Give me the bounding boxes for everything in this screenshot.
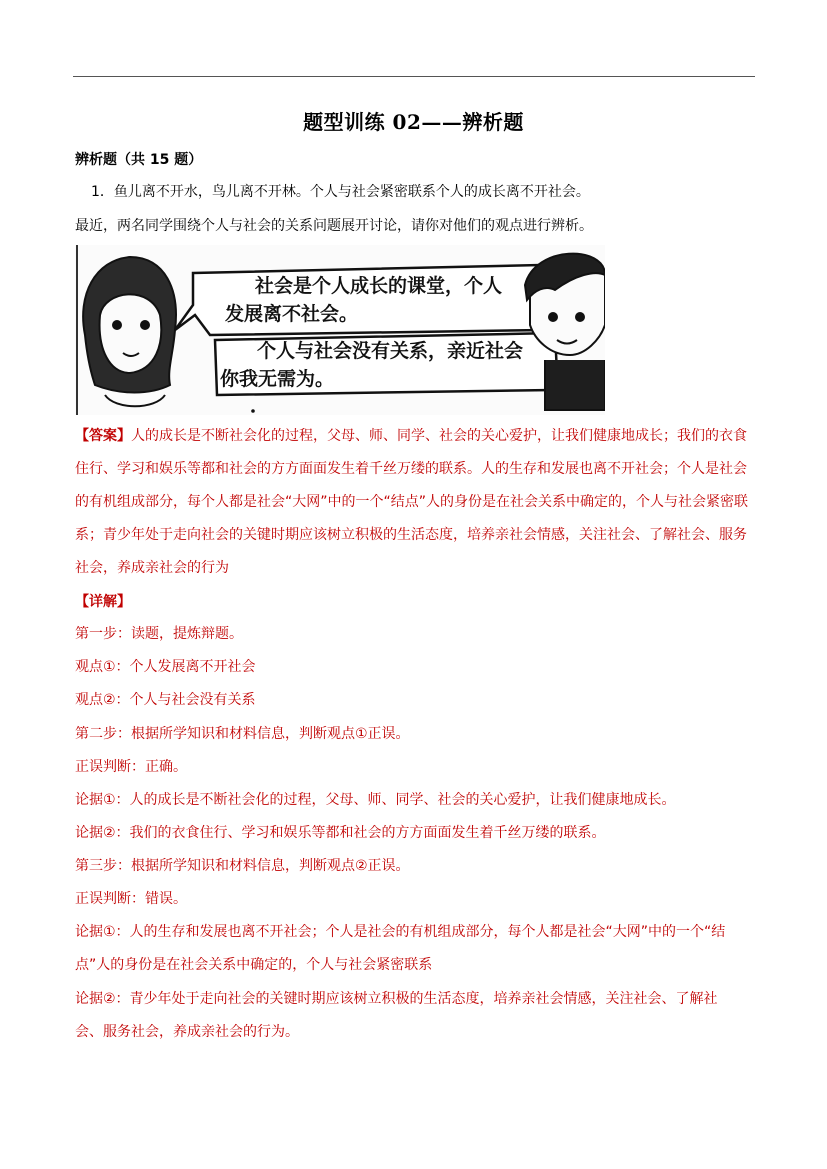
question-line-2: 最近，两名同学围绕个人与社会的关系问题展开讨论，请你对他们的观点进行辨析。 <box>75 218 593 234</box>
detail-line: 论据①：人的成长是不断社会化的过程，父母、师、同学、社会的关心爱护，让我们健康地成长。 <box>75 792 676 808</box>
bubble-2-line-2: 你我无需为。 <box>220 368 335 390</box>
bubble-2-line-1: 个人与社会没有关系，亲近社会 <box>257 340 524 362</box>
detail-line: 第一步：读题，提炼辩题。 <box>75 626 243 642</box>
answer-paragraph <box>75 420 755 585</box>
illustration-drawing <box>75 245 605 415</box>
detail-line: 论据①：人的生存和发展也离不开社会；个人是社会的有机组成部分，每个人都是社会“大网”中的一个“结 <box>75 924 726 940</box>
detail-line: 论据②：我们的衣食住行、学习和娱乐等都和社会的方方面面发生着千丝万缕的联系。 <box>75 825 606 841</box>
answer-text: 人的成长是不断社会化的过程，父母、师、同学、社会的关心爱护，让我们健康地成长；我们的衣食住行、学习和娱乐等都和社会的方方面面发生着千丝万缕的联系。人的生存和发展也离不开社会；个人是社会的有机组成部分，每个人都是社会“大网”中的一个“结点”人的身份是在社会关系中确定的，个人与社会紧密联系；青少年处于走向社会的关键时期应该树立积极的生活态度，培养亲社会情感，关注社会、了解社会、服务社会，养成亲社会的行为 <box>75 428 749 576</box>
detail-line: 正误判断：错误。 <box>75 891 187 907</box>
header-rule <box>73 76 755 77</box>
detail-line: 点”人的身份是在社会关系中确定的，个人与社会紧密联系 <box>75 957 433 973</box>
detail-line: 论据②：青少年处于走向社会的关键时期应该树立积极的生活态度，培养亲社会情感，关注社会、了解社 <box>75 991 718 1007</box>
question-line-1: 1．鱼儿离不开水，鸟儿离不开林。个人与社会紧密联系个人的成长离不开社会。 <box>91 184 590 200</box>
girl-figure <box>83 257 176 406</box>
bubble-1-line-2: 发展离不社会。 <box>225 303 359 325</box>
page-title: 题型训练 02——辨析题 <box>303 110 524 134</box>
detail-line: 第二步：根据所学知识和材料信息，判断观点①正误。 <box>75 726 410 742</box>
detail-line: 观点②：个人与社会没有关系 <box>75 692 256 708</box>
discussion-illustration <box>75 245 605 415</box>
answer-label: 【答案】 <box>75 428 131 444</box>
bubble-1-line-1: 社会是个人成长的课堂，个人 <box>255 275 503 297</box>
section-heading: 辨析题（共 15 题） <box>75 152 203 168</box>
detail-line: 第三步：根据所学知识和材料信息，判断观点②正误。 <box>75 858 410 874</box>
detail-line: 会、服务社会，养成亲社会的行为。 <box>75 1024 299 1040</box>
detail-line: 正误判断：正确。 <box>75 759 187 775</box>
detail-label: 【详解】 <box>75 594 131 610</box>
detail-line: 观点①：个人发展离不开社会 <box>75 659 256 675</box>
